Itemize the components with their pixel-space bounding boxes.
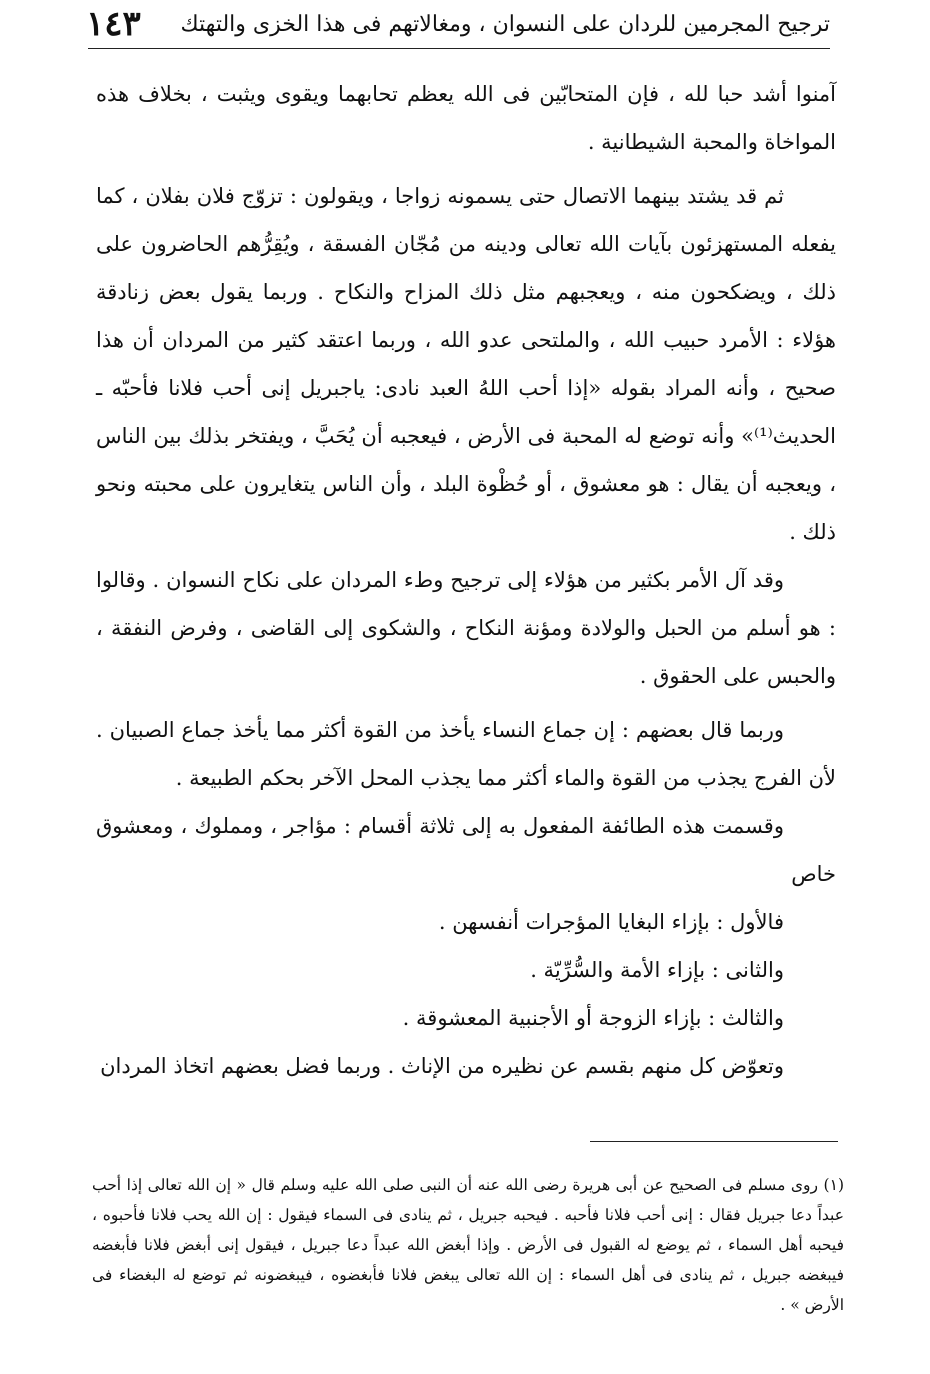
header-rule <box>88 48 830 49</box>
paragraph-6: وتعوّض كل منهم بقسم عن نظيره من الإناث . وربما فضل بعضهم اتخاذ المردان <box>100 1054 784 1078</box>
footnote-rule <box>590 1141 838 1142</box>
paragraph-1: آمنوا أشد حبا لله ، فإن المتحابّين فى الله يعظم تحابهما ويقوى ويثبت ، بخلاف هذه المواخاة والمحبة الشيطانية . <box>96 82 836 154</box>
paragraph-2: ثم قد يشتد بينهما الاتصال حتى يسمونه زواجا ، ويقولون : تزوّج فلان بفلان ، كما يفعله المستهزئون بآيات الله تعالى ودينه من مُجّان الفسقة ، ويُقِرُّهم الحاضرون على ذلك ، ويضكحون منه ، ويعجبهم مثل ذلك المزاح والنكاح . وربما يقول بعض زنادقة هؤلاء : الأمرد حبيب الله ، والملتحى عدو الله ، وربما اعتقد كثير من المردان أن هذا صحيح ، وأنه المراد بقوله «إذا أحب اللهُ العبد نادى: ياجبريل إنى أحب فلانا فأحبّه ـ الحديث⁽¹⁾» وأنه توضع له المحبة فى الأرض ، فيعجبه أن يُحَبَّ ، ويفتخر بذلك بين الناس ، ويعجبه أن يقال : هو معشوق ، أو حُظْوة البلد ، وأن الناس يتغايرون على محبته ونحو ذلك . <box>96 184 836 544</box>
list-item-3: والثالث : بإزاء الزوجة أو الأجنبية المعشوقة . <box>402 1006 784 1030</box>
paragraph-5: وقسمت هذه الطائفة المفعول به إلى ثلاثة أقسام : مؤاجر ، ومملوك ، ومعشوق خاص <box>96 814 836 886</box>
paragraph-3: وقد آل الأمر بكثير من هؤلاء إلى ترجيح وطء المردان على نكاح النسوان . وقالوا : هو أسلم من الحبل والولادة ومؤنة النكاح ، والشكوى إلى القاضى ، وفرض النفقة ، والحبس على الحقوق . <box>96 568 836 688</box>
footnote-text: (١) روى مسلم فى الصحيح عن أبى هريرة رضى الله عنه أن النبى صلى الله عليه وسلم قال « إن الله تعالى إذا أحب عبداً دعا جبريل فقال : إنى أحب فلانا فأحبه . فيحبه جبريل ، ثم ينادى فى السماء فيقول : إن الله يحب فلانا فأحبوه ، فيحبه أهل السماء ، ثم يوضع له القبول فى الأرض . وإذا أبغض الله عبداً دعا جبريل ، فيقول إنى أبغض فلانا فأبغضه فيبغضه جبريل ، ثم ينادى فى أهل السماء : إن الله تعالى يبغض فلانا فأبغضوه ، فيبغضونه ثم توضع له البغضاء فى الأرض » . <box>92 1176 844 1314</box>
list-item-2: والثانى : بإزاء الأمة والسُّرِّيّة . <box>530 958 784 982</box>
running-header <box>86 4 830 44</box>
page-number: ١٤٣ <box>86 4 141 44</box>
list-item-1: فالأول : بإزاء البغايا المؤجرات أنفسهن . <box>438 910 784 934</box>
main-text <box>96 70 836 1090</box>
footnote <box>92 1170 844 1320</box>
paragraph-4: وربما قال بعضهم : إن جماع النساء يأخذ من القوة أكثر مما يأخذ جماع الصبيان . لأن الفرج يجذب من القوة والماء أكثر مما يجذب المحل الآخر بحكم الطبيعة . <box>96 718 836 790</box>
header-title: ترجيح المجرمين للردان على النسوان ، ومغالاتهم فى هذا الخزى والتهتك <box>180 11 830 37</box>
